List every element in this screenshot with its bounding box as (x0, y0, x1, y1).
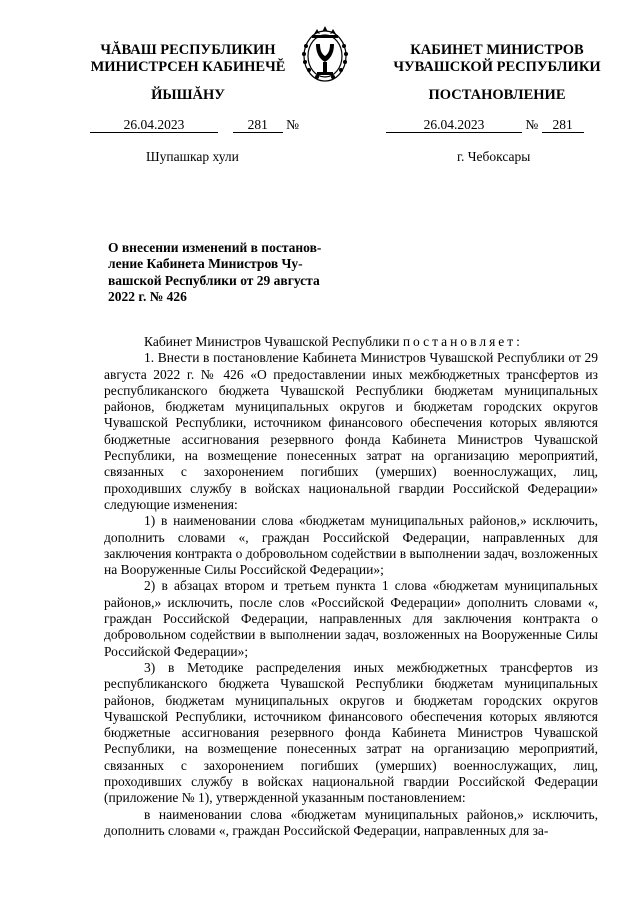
russian-doctype: ПОСТАНОВЛЕНИЕ (428, 87, 566, 103)
paragraph-5: в наименовании слова «бюджетам муниципальных районов,» исключить, дополнить словами «, граждан Российской Федерации, направленных для за- (104, 806, 598, 838)
chuvash-date-row (90, 117, 299, 133)
document-subject (108, 240, 340, 305)
chuvash-number: 281 (233, 117, 283, 133)
russian-header (372, 42, 622, 76)
subject-line: 2022 г. № 426 (108, 288, 187, 304)
chuvash-header (63, 42, 313, 76)
russian-number-sign: № (525, 117, 539, 132)
russian-date: 26.04.2023 (386, 117, 522, 133)
chuvash-number-sign: № (286, 117, 300, 132)
paragraph-4: 3) в Методике распределения иных межбюджетных трансфертов из республиканского бюджета Чувашской Республики бюджетам муниципальных районов, бюджетам муниципальных округов и бюджетам городских округов Чувашской Республики, источником финансового обеспечения которых являются бюджетные ассигнования резервного фонда Кабинета Министров Чувашской Республики, на возмещение понесенных затрат на организацию мероприятий, связанных с захоронением погибших (умерших) военнослужащих, лиц, проходивших службу в войсках национальной гвардии Российской Федерации (приложение № 1), утвержденной указанным постановлением: (104, 659, 598, 806)
intro-text: Кабинет Министров Чувашской Республики (144, 334, 400, 349)
russian-header-line-2: ЧУВАШСКОЙ РЕСПУБЛИКИ (393, 59, 601, 75)
intro-paragraph (104, 334, 598, 350)
document-body (104, 334, 598, 839)
russian-number: 281 (542, 117, 584, 133)
paragraph-2: 1) в наименовании слова «бюджетам муниципальных районов,» исключить, дополнить словами «, граждан Российской Федерации, направленных для заключения контракта о добровольном содействии в выполнении задач, возложенных на Вооруженные Силы Российской Федерации»; (104, 513, 598, 578)
coat-of-arms-emblem (297, 22, 353, 84)
russian-city: г. Чебоксары (457, 149, 531, 164)
chuvash-header-line-2: МИНИСТРСЕН КАБИНЕЧĔ (90, 59, 286, 75)
russian-date-row (386, 117, 584, 133)
decree-word: постановляет: (402, 334, 523, 349)
russian-header-line-1: КАБИНЕТ МИНИСТРОВ (410, 42, 584, 58)
subject-line: вашской Республики от 29 августа (108, 272, 320, 288)
chuvash-date: 26.04.2023 (90, 117, 218, 133)
chuvash-city: Шупашкар хули (146, 149, 239, 164)
chuvash-doctype: ЙЫШĂНУ (151, 87, 225, 103)
subject-line: О внесении изменений в постанов- (108, 240, 322, 255)
paragraph-1: 1. Внести в постановление Кабинета Министров Чувашской Республики от 29 августа 2022 г. № 426 «О предоставлении иных межбюджетных трансфертов из республиканского бюджета Чувашской Республики бюджетам муниципальных районов, бюджетам муниципальных округов и бюджетам городских округов Чувашской Республики, источником финансового обеспечения которых являются бюджетные ассигнования резервного фонда Кабинета Министров Чувашской Республики, на возмещение понесенных затрат на организацию мероприятий, связанных с захоронением погибших (умерших) военнослужащих, лиц, проходивших службу в войсках национальной гвардии Российской Федерации» следующие изменения: (104, 350, 598, 512)
subject-line: ление Кабинета Министров Чу- (108, 256, 303, 272)
paragraph-3: 2) в абзацах втором и третьем пункта 1 слова «бюджетам муниципальных районов,» исключить, после слов «Российской Федерации» дополнить словами «, граждан Российской Федерации, направленных для заключения контракта о добровольном содействии в выполнении задач, возложенных на Вооруженные Силы Российской Федерации»; (104, 578, 598, 659)
chuvash-header-line-1: ЧĂВАШ РЕСПУБЛИКИН (100, 42, 276, 58)
